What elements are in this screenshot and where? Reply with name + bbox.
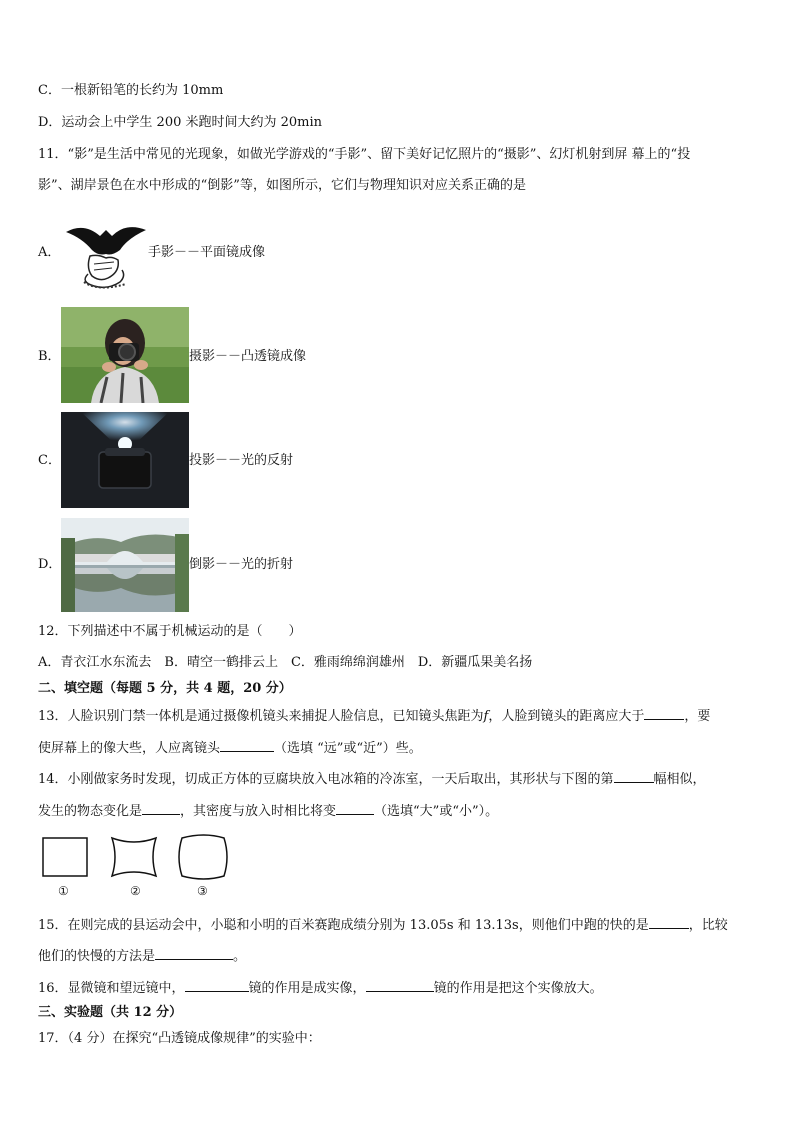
q16-blank-1[interactable]	[185, 978, 249, 992]
q15-text-2: ，比较	[688, 918, 728, 933]
q14-text-5: （选填“大”或“小”）。	[374, 804, 499, 819]
shape-convex	[179, 835, 227, 879]
hand-shadow-image	[64, 216, 148, 292]
question-12: 12．下列描述中不属于机械运动的是（ ）	[38, 624, 302, 639]
projector-image	[61, 412, 189, 508]
q13-text-5: （选填 “远”或“近”）些。	[274, 741, 422, 756]
q13-text-3: ，要	[684, 709, 711, 724]
option-c-label: C．	[38, 453, 61, 468]
shape-label-3: ③	[197, 884, 208, 898]
question-14-line-1	[38, 769, 706, 789]
section-2-heading: 二、填空题（每题 5 分，共 4 题，20 分）	[38, 681, 292, 696]
q15-text-4: 。	[233, 949, 247, 964]
q14-text-1: 14．小刚做家务时发现，切成正方体的豆腐块放入电冰箱的冷冻室，一天后取出，其形状与下图的第	[38, 772, 614, 787]
focal-length-symbol: f	[483, 709, 489, 724]
shape-label-2: ②	[130, 884, 141, 898]
q13-blank-2[interactable]	[220, 738, 274, 752]
q16-text-3: 镜的作用是把这个实像放大。	[433, 981, 603, 996]
option-b-label: B．	[38, 349, 61, 364]
option-d-previous: D．运动会上中学生 200 米跑时间大约为 20min	[38, 115, 323, 130]
bridge-reflection-image	[61, 518, 189, 612]
q14-text-4: ，其密度与放入时相比将变	[180, 804, 337, 819]
shape-concave	[112, 838, 156, 876]
question-12-options: A．青衣江水东流去 B．晴空一鹤排云上 C．雅雨绵绵润雄州 D．新疆瓜果美名扬	[38, 655, 533, 670]
tofu-shapes-figure	[40, 834, 240, 904]
q13-text-4: 使屏幕上的像大些，人应离镜头	[38, 741, 221, 756]
q14-text-3: 发生的物态变化是	[38, 804, 143, 819]
q13-text-2: ，人脸到镜头的距离应大于	[488, 709, 645, 724]
question-13-line-1	[38, 706, 710, 726]
q15-blank-1[interactable]	[649, 915, 689, 929]
q16-text-1: 16．显微镜和望远镜中，	[38, 981, 185, 996]
question-11-line-1: 11．“影”是生活中常见的光现象，如做光学游戏的“手影”、留下美好记忆照片的“摄影”、幻灯机射到屏 幕上的“投	[38, 147, 691, 162]
question-15-line-1	[38, 915, 728, 935]
shape-label-1: ①	[58, 884, 69, 898]
q14-blank-1[interactable]	[614, 769, 654, 783]
shape-square	[43, 838, 87, 876]
camera-photo-image	[61, 307, 189, 403]
q15-blank-2[interactable]	[155, 946, 233, 960]
option-d-text: 倒影－－光的折射	[189, 557, 294, 572]
question-16	[38, 978, 603, 998]
q16-text-2: 镜的作用是成实像，	[248, 981, 366, 996]
question-15-line-2	[38, 946, 246, 966]
option-b-text: 摄影－－凸透镜成像	[189, 349, 307, 364]
q14-text-2: 幅相似，	[653, 772, 706, 787]
q13-blank-1[interactable]	[644, 706, 684, 720]
q13-text-1: 13．人脸识别门禁一体机是通过摄像机镜头来捕捉人脸信息，已知镜头焦距为	[38, 709, 484, 724]
q15-text-1: 15．在则完成的县运动会中，小聪和小明的百米赛跑成绩分别为 13.05s 和 13.13s，则他们中跑的快的是	[38, 918, 649, 933]
question-11-line-2: 影”、湖岸景色在水中形成的“倒影”等，如图所示，它们与物理知识对应关系正确的是	[38, 178, 526, 193]
question-14-line-2	[38, 801, 498, 821]
option-a-label: A．	[38, 245, 61, 260]
option-a-text: 手影－－平面镜成像	[148, 245, 266, 260]
option-c-previous: C．一根新铅笔的长约为 10mm	[38, 83, 224, 98]
section-3-heading: 三、实验题（共 12 分）	[38, 1005, 183, 1020]
q14-blank-2[interactable]	[142, 801, 180, 815]
q14-blank-3[interactable]	[336, 801, 374, 815]
question-17: 17．（4 分）在探究“凸透镜成像规律”的实验中：	[38, 1031, 321, 1046]
question-13-line-2	[38, 738, 422, 758]
option-c-text: 投影－－光的反射	[189, 453, 294, 468]
q15-text-3: 他们的快慢的方法是	[38, 949, 156, 964]
q16-blank-2[interactable]	[366, 978, 434, 992]
option-d-label: D．	[38, 557, 62, 572]
